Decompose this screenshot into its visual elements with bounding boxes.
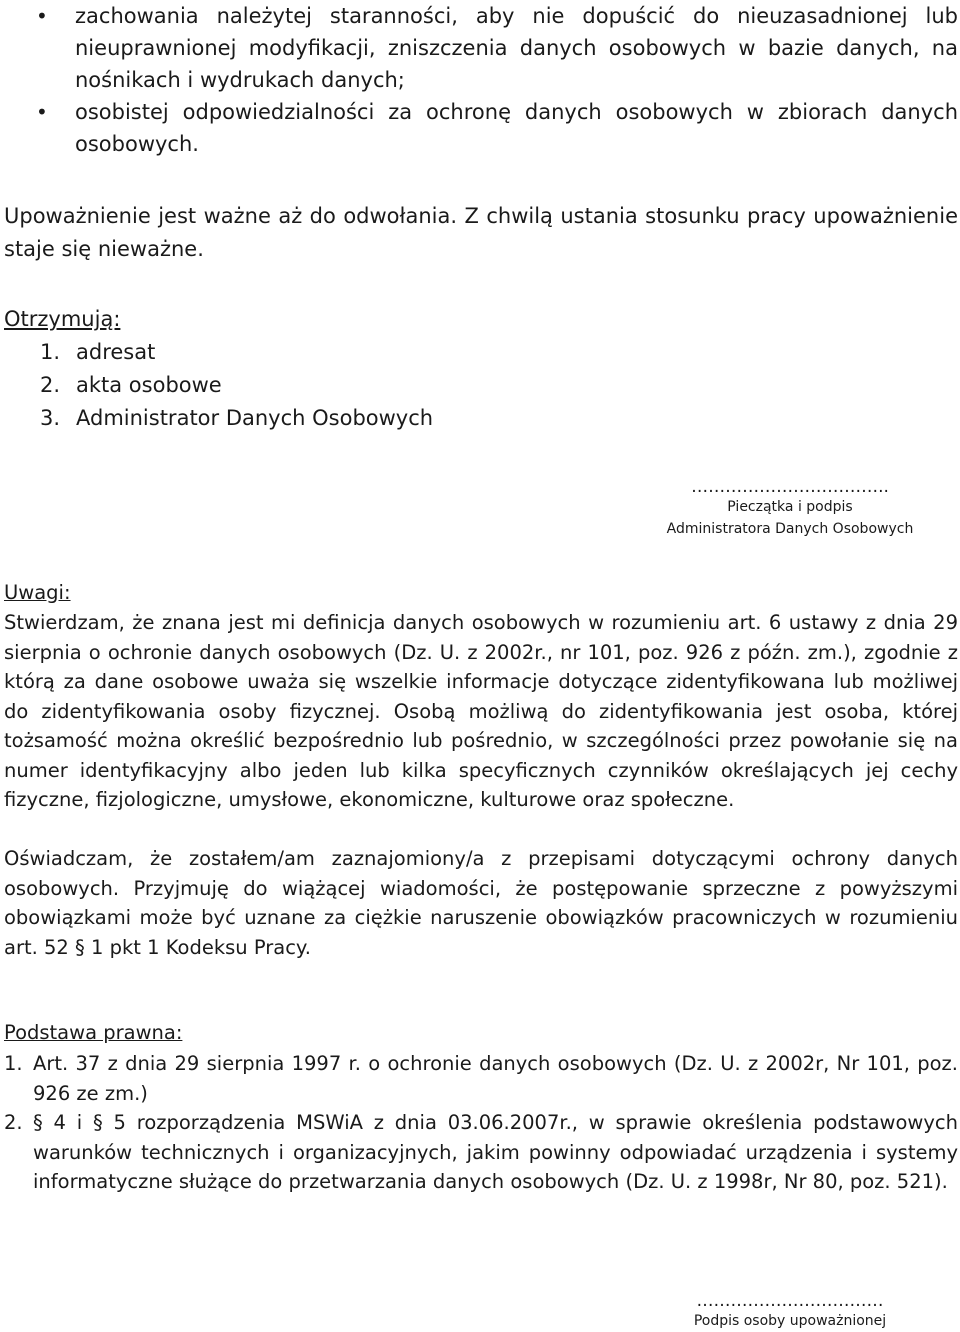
remarks-heading: Uwagi:	[4, 581, 71, 604]
admin-signature-block	[640, 478, 940, 540]
recipient-item	[40, 369, 433, 402]
signature-dots: ……………………………	[696, 1291, 884, 1311]
legal-basis-heading: Podstawa prawna:	[4, 1021, 183, 1044]
signature-label: Podpis osoby upoważnionej	[693, 1313, 887, 1329]
validity-paragraph: Upoważnienie jest ważne aż do odwołania. Z chwilą ustania stosunku pracy upoważnienie staje się nieważne.	[4, 204, 958, 261]
obligations-list	[0, 0, 958, 160]
recipient-text: adresat	[76, 340, 156, 364]
recipients-list	[40, 336, 433, 435]
recipient-number: 1.	[40, 340, 61, 364]
recipient-number: 2.	[40, 373, 61, 397]
obligation-text: osobistej odpowiedzialności za ochronę danych osobowych w zbiorach danych osobowych.	[75, 100, 958, 156]
recipient-number: 3.	[40, 406, 61, 430]
signature-dots: ……………………………..	[691, 477, 889, 497]
bullet-icon: •	[36, 4, 48, 28]
obligation-item	[0, 0, 958, 96]
legal-basis-item	[4, 1049, 958, 1108]
obligation-text: zachowania należytej staranności, aby nie dopuścić do nieuzasadnionej lub nieuprawnionej modyfikacji, zniszczenia danych osobowych w bazie danych, na nośnikach i wydrukach danych;	[75, 4, 958, 92]
recipient-text: Administrator Danych Osobowych	[76, 406, 434, 430]
bullet-icon: •	[36, 100, 48, 124]
legal-basis-item	[4, 1108, 958, 1197]
recipient-item	[40, 336, 433, 369]
signature-label: Administratora Danych Osobowych	[666, 521, 914, 537]
remarks-paragraph: Stwierdzam, że znana jest mi definicja danych osobowych w rozumieniu art. 6 ustawy z dnia 29 sierpnia o ochronie danych osobowych (Dz. U. z 2002r., nr 101, poz. 926 z późn. zm.), zgodnie z którą za dane osobowe uważa się wszelkie informacje dotyczące zidentyfikowana lub możliwej do zidentyfikowania osoby fizycznej. Osobą możliwą do zidentyfikowania jest osoba, której tożsamość można określić bezpośrednio lub pośrednio, w szczególności przez powołanie się na numer identyfikacyjny albo jeden lub kilka specyficznych czynników określających jej cechy fizyczne, fizjologiczne, umysłowe, ekonomiczne, kulturowe oraz społeczne.	[4, 611, 958, 811]
legal-basis-list	[4, 1049, 958, 1197]
recipient-item	[40, 402, 433, 435]
recipient-text: akta osobowe	[76, 373, 222, 397]
legal-basis-text: Art. 37 z dnia 29 sierpnia 1997 r. o ochronie danych osobowych (Dz. U. z 2002r, Nr 101, poz. 926 ze zm.)	[33, 1052, 958, 1105]
legal-basis-number: 2.	[4, 1111, 23, 1134]
signature-label: Pieczątka i podpis	[727, 499, 853, 515]
legal-basis-number: 1.	[4, 1052, 23, 1075]
authorized-signature-block	[640, 1292, 940, 1332]
recipients-heading: Otrzymują:	[4, 307, 121, 331]
legal-basis-text: § 4 i § 5 rozporządzenia MSWiA z dnia 03.06.2007r., w sprawie określenia podstawowych warunków technicznych i organizacyjnych, jakim powinny odpowiadać urządzenia i systemy informatyczne służące do przetwarzania danych osobowych (Dz. U. z 1998r, Nr 80, poz. 521).	[33, 1111, 958, 1193]
obligation-item	[0, 96, 958, 160]
declaration-paragraph: Oświadczam, że zostałem/am zaznajomiony/a z przepisami dotyczącymi ochrony danych osobowych. Przyjmuję do wiążącej wiadomości, że postępowanie sprzeczne z powyższymi obowiązkami może być uznane za ciężkie naruszenie obowiązków pracowniczych w rozumieniu art. 52 § 1 pkt 1 Kodeksu Pracy.	[4, 847, 958, 959]
